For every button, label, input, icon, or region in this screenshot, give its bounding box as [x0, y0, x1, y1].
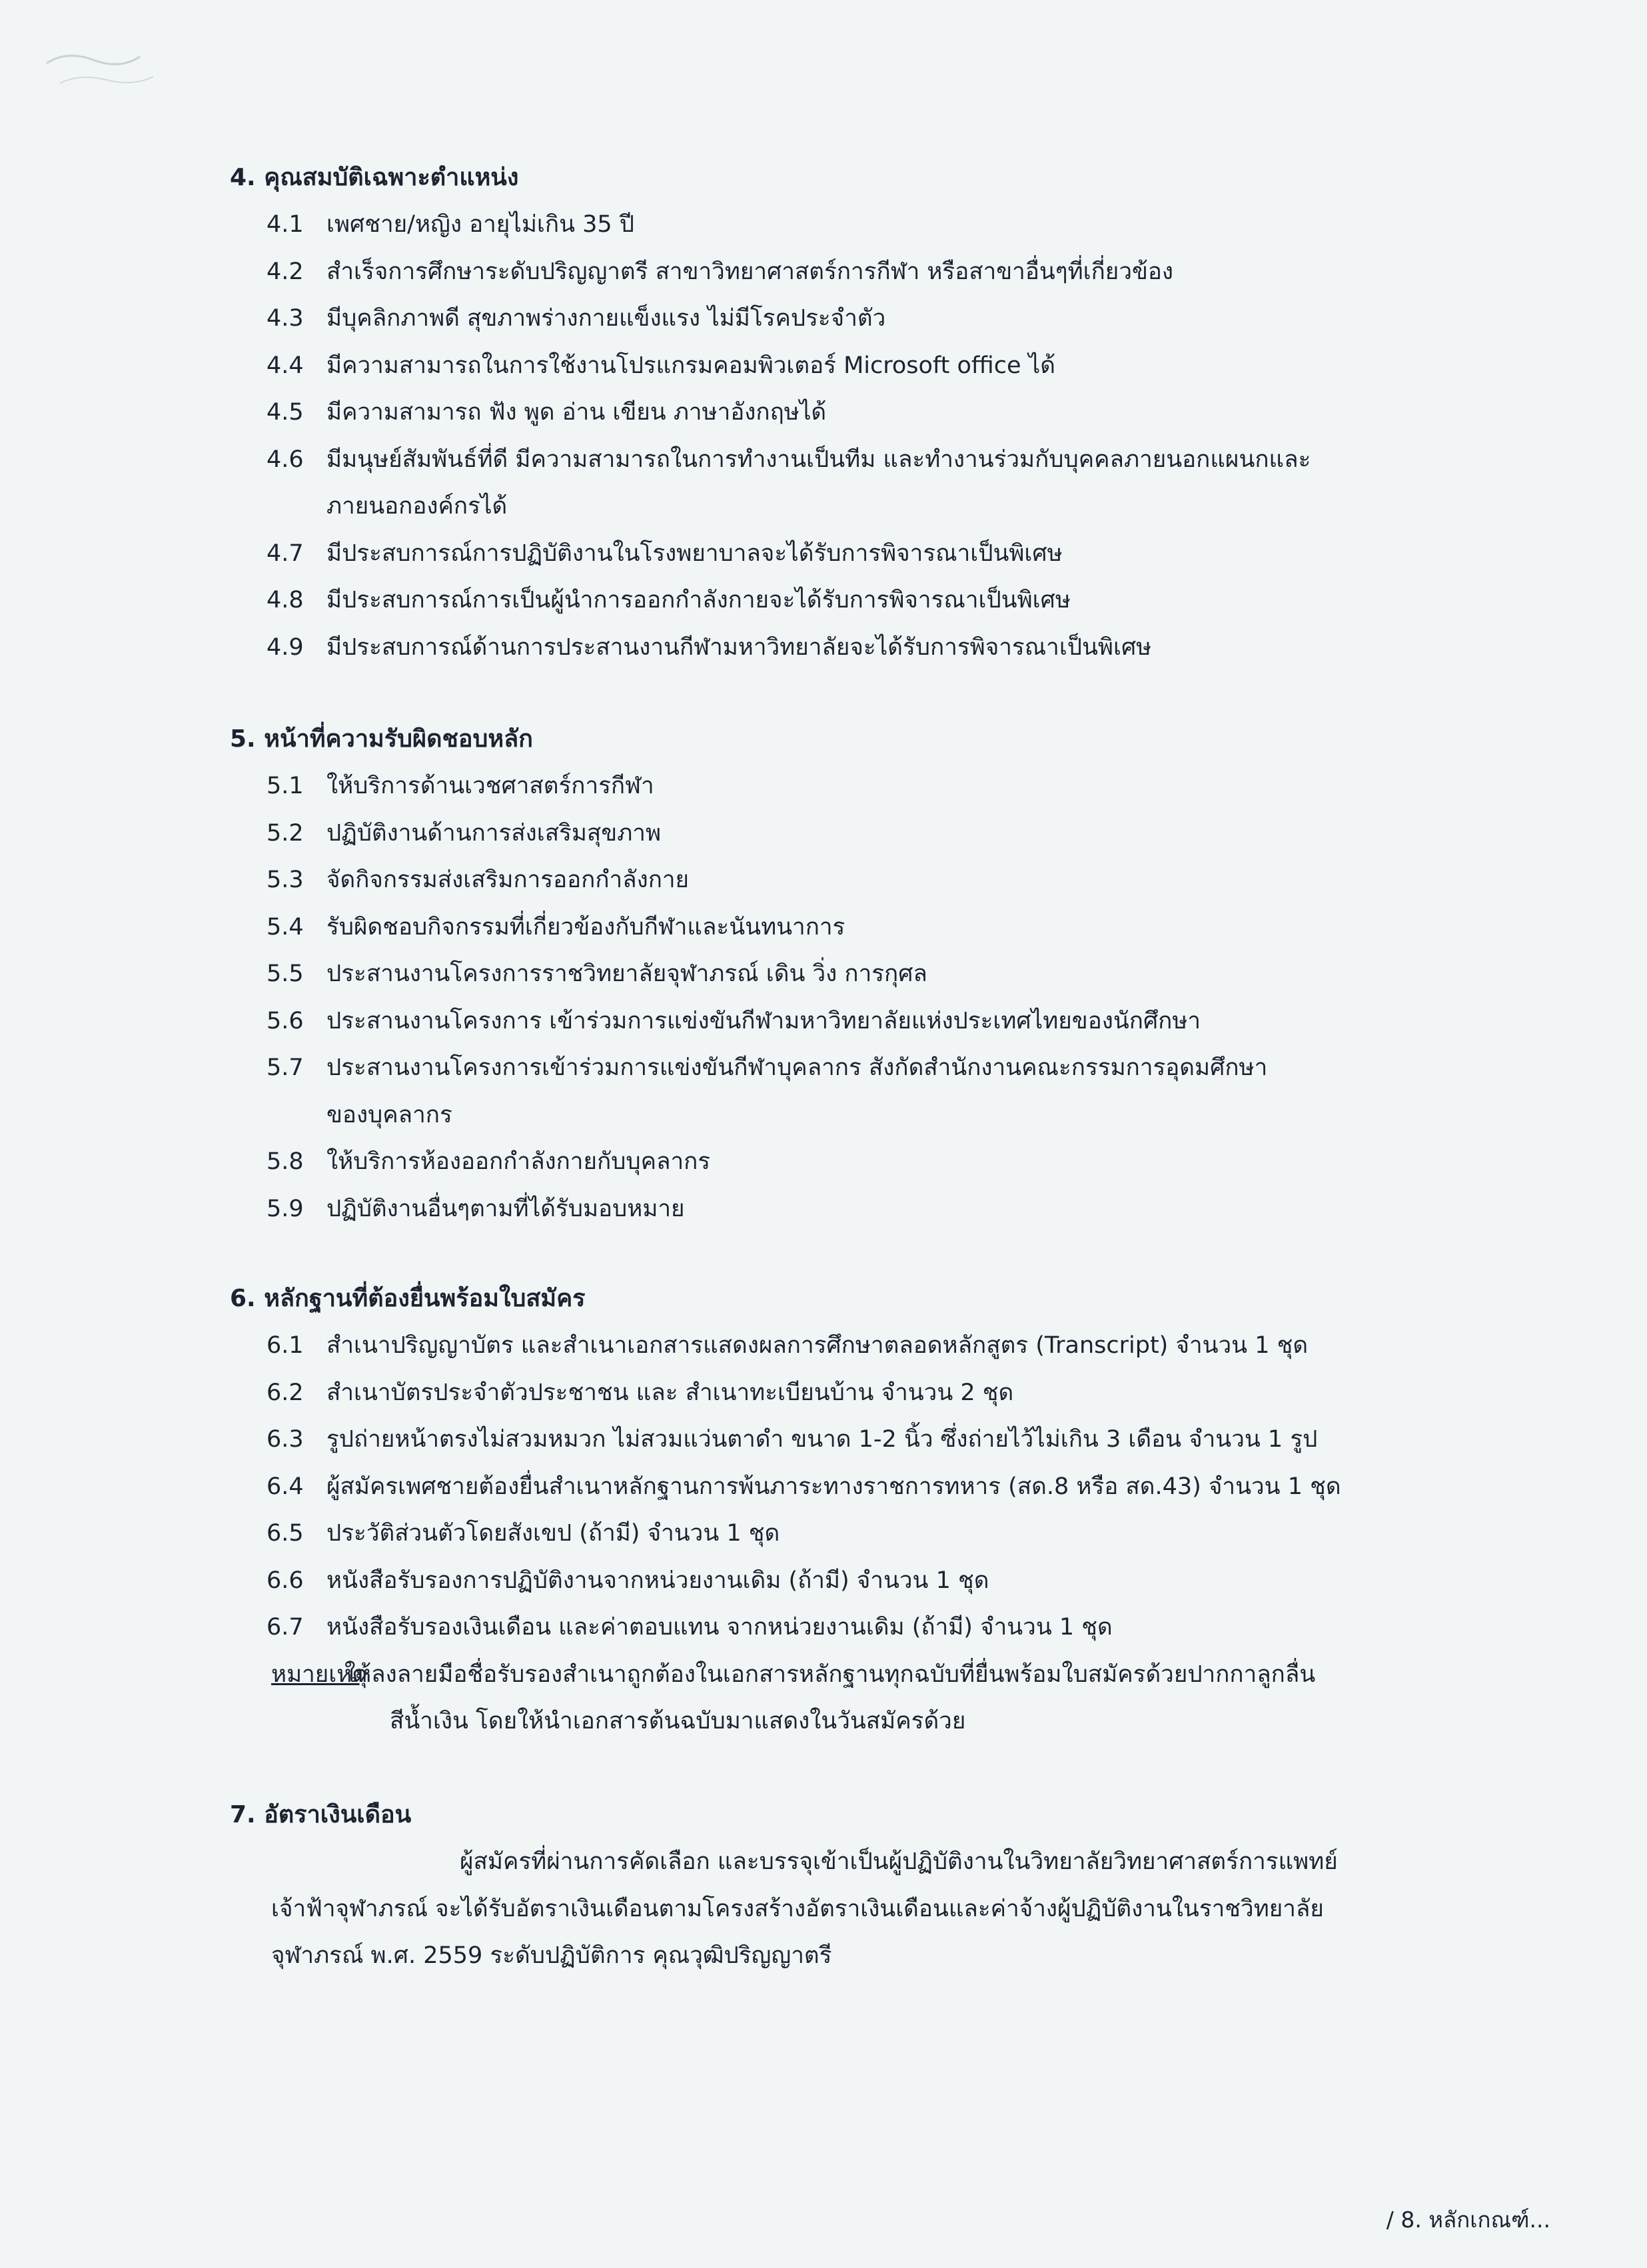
- item-number: 4.9: [267, 633, 304, 661]
- item-text: มีความสามารถในการใช้งานโปรแกรมคอมพิวเตอร์ Microsoft office ได้: [326, 352, 1055, 379]
- list-item: [230, 624, 1496, 671]
- section-7: [230, 1792, 1496, 1980]
- list-item: [230, 201, 1496, 248]
- item-text-continued: ภายนอกองค์กรได้: [326, 493, 508, 520]
- item-number: 4.1: [267, 211, 304, 238]
- paragraph-line: เจ้าฟ้าจุฬาภรณ์ จะได้รับอัตราเงินเดือนตามโครงสร้างอัตราเงินเดือนและค่าจ้างผู้ปฏิบัติงานในราชวิทยาลัย: [271, 1895, 1324, 1922]
- list-item: [230, 1044, 1496, 1138]
- item-text: ให้บริการด้านเวชศาสตร์การกีฬา: [326, 773, 654, 799]
- section-4-heading: 4. คุณสมบัติเฉพาะตำแหน่ง: [230, 164, 519, 191]
- list-item: [230, 1416, 1496, 1463]
- item-text: ปฏิบัติงานอื่นๆตามที่ได้รับมอบหมาย: [326, 1195, 685, 1222]
- item-number: 6.7: [267, 1614, 304, 1641]
- list-item: [230, 577, 1496, 624]
- list-item: [230, 904, 1496, 951]
- list-item: [230, 810, 1496, 857]
- section-6-list: [230, 1322, 1496, 1651]
- section-5-heading: 5. หน้าที่ความรับผิดชอบหลัก: [230, 725, 533, 753]
- item-number: 5.4: [267, 913, 304, 941]
- item-text: ประวัติส่วนตัวโดยสังเขป (ถ้ามี) จำนวน 1 ชุด: [326, 1520, 780, 1547]
- list-item: [230, 1510, 1496, 1557]
- paragraph-line: จุฬาภรณ์ พ.ศ. 2559 ระดับปฏิบัติการ คุณวุฒิปริญญาตรี: [271, 1942, 832, 1969]
- item-number: 4.5: [267, 399, 304, 426]
- item-number: 5.7: [267, 1054, 304, 1081]
- list-item: [230, 1604, 1496, 1651]
- item-text: ผู้สมัครเพศชายต้องยื่นสำเนาหลักฐานการพ้นภาระทางราชการทหาร (สด.8 หรือ สด.43) จำนวน 1 ชุด: [326, 1473, 1341, 1500]
- item-number: 5.8: [267, 1148, 304, 1175]
- remark-note: [230, 1651, 1496, 1745]
- remark-label: หมายเหตุ: [271, 1661, 368, 1688]
- item-number: 4.2: [267, 258, 304, 285]
- item-text: หนังสือรับรองการปฏิบัติงานจากหน่วยงานเดิม (ถ้ามี) จำนวน 1 ชุด: [326, 1567, 989, 1594]
- item-number: 5.2: [267, 819, 304, 847]
- section-4: [230, 155, 1496, 671]
- list-item: [230, 998, 1496, 1045]
- item-text: ให้บริการห้องออกกำลังกายกับบุคลากร: [326, 1148, 711, 1175]
- item-number: 4.3: [267, 305, 304, 332]
- item-text: หนังสือรับรองเงินเดือน และค่าตอบแทน จากหน่วยงานเดิม (ถ้ามี) จำนวน 1 ชุด: [326, 1614, 1113, 1641]
- item-text: มีประสบการณ์การปฏิบัติงานในโรงพยาบาลจะได้รับการพิจารณาเป็นพิเศษ: [326, 540, 1063, 567]
- item-text: สำเนาบัตรประจำตัวประชาชน และ สำเนาทะเบียนบ้าน จำนวน 2 ชุด: [326, 1379, 1014, 1406]
- salary-paragraph: [230, 1838, 1496, 1980]
- item-text-continued: ของบุคลากร: [326, 1101, 452, 1128]
- item-number: 5.9: [267, 1195, 304, 1222]
- list-item: [230, 763, 1496, 810]
- list-item: [230, 389, 1496, 436]
- item-number: 6.3: [267, 1426, 304, 1453]
- item-number: 5.1: [267, 773, 304, 799]
- item-number: 5.3: [267, 867, 304, 893]
- remark-text: ให้ลงลายมือชื่อรับรองสำเนาถูกต้องในเอกสารหลักฐานทุกฉบับที่ยื่นพร้อมใบสมัครด้วยปากกาลูกลื่น: [344, 1661, 1316, 1688]
- item-text: รับผิดชอบกิจกรรมที่เกี่ยวข้องกับกีฬาและนันทนาการ: [326, 913, 845, 941]
- section-6: [230, 1276, 1496, 1745]
- item-text: เพศชาย/หญิง อายุไม่เกิน 35 ปี: [326, 211, 635, 238]
- section-5: [230, 716, 1496, 1232]
- item-text: ประสานงานโครงการเข้าร่วมการแข่งขันกีฬาบุคลากร สังกัดสำนักงานคณะกรรมการอุดมศึกษา: [326, 1054, 1268, 1081]
- item-text: มีประสบการณ์การเป็นผู้นำการออกกำลังกายจะได้รับการพิจารณาเป็นพิเศษ: [326, 587, 1071, 613]
- item-number: 6.2: [267, 1379, 304, 1406]
- item-text: จัดกิจกรรมส่งเสริมการออกกำลังกาย: [326, 867, 690, 893]
- section-5-list: [230, 763, 1496, 1232]
- item-number: 6.5: [267, 1520, 304, 1547]
- list-item: [230, 295, 1496, 342]
- item-number: 4.4: [267, 352, 304, 379]
- list-item: [230, 1369, 1496, 1417]
- list-item: [230, 1322, 1496, 1369]
- paragraph-line: ผู้สมัครที่ผ่านการคัดเลือก และบรรจุเข้าเป็นผู้ปฏิบัติงานในวิทยาลัยวิทยาศาสตร์การแพทย์: [460, 1848, 1338, 1875]
- item-number: 5.5: [267, 960, 304, 987]
- list-item: [230, 342, 1496, 390]
- section-4-list: [230, 201, 1496, 671]
- list-item: [230, 248, 1496, 296]
- item-text: สำเนาปริญญาบัตร และสำเนาเอกสารแสดงผลการศึกษาตลอดหลักสูตร (Transcript) จำนวน 1 ชุด: [326, 1332, 1309, 1359]
- section-6-heading: 6. หลักฐานที่ต้องยื่นพร้อมใบสมัคร: [230, 1285, 586, 1312]
- item-text: สำเร็จการศึกษาระดับปริญญาตรี สาขาวิทยาศาสตร์การกีฬา หรือสาขาอื่นๆที่เกี่ยวข้อง: [326, 258, 1174, 285]
- item-text: รูปถ่ายหน้าตรงไม่สวมหมวก ไม่สวมแว่นตาดำ ขนาด 1-2 นิ้ว ซึ่งถ่ายไว้ไม่เกิน 3 เดือน จำนวน 1 รูป: [326, 1426, 1318, 1453]
- list-item: [230, 530, 1496, 577]
- item-text: ประสานงานโครงการราชวิทยาลัยจุฬาภรณ์ เดิน วิ่ง การกุศล: [326, 960, 927, 987]
- scan-smudge-mark: [40, 37, 160, 97]
- item-number: 4.8: [267, 587, 304, 613]
- item-number: 6.6: [267, 1567, 304, 1594]
- item-text: มีความสามารถ ฟัง พูด อ่าน เขียน ภาษาอังกฤษได้: [326, 399, 827, 426]
- list-item: [230, 1186, 1496, 1233]
- item-number: 5.6: [267, 1007, 304, 1034]
- list-item: [230, 1463, 1496, 1511]
- item-text: ประสานงานโครงการ เข้าร่วมการแข่งขันกีฬามหาวิทยาลัยแห่งประเทศไทยของนักศึกษา: [326, 1007, 1201, 1034]
- item-number: 6.4: [267, 1473, 304, 1500]
- item-text: ปฏิบัติงานด้านการส่งเสริมสุขภาพ: [326, 819, 662, 847]
- item-text: มีประสบการณ์ด้านการประสานงานกีฬามหาวิทยาลัยจะได้รับการพิจารณาเป็นพิเศษ: [326, 633, 1152, 661]
- list-item: [230, 436, 1496, 530]
- item-number: 4.7: [267, 540, 304, 567]
- list-item: [230, 1557, 1496, 1605]
- item-text: มีมนุษย์สัมพันธ์ที่ดี มีความสามารถในการทำงานเป็นทีม และทำงานร่วมกับบุคคลภายนอกแผนกและ: [326, 446, 1311, 473]
- remark-text-continued: สีน้ำเงิน โดยให้นำเอกสารต้นฉบับมาแสดงในวันสมัครด้วย: [390, 1708, 966, 1734]
- list-item: [230, 950, 1496, 998]
- item-number: 4.6: [267, 446, 304, 473]
- list-item: [230, 857, 1496, 904]
- item-text: มีบุคลิกภาพดี สุขภาพร่างกายแข็งแรง ไม่มีโรคประจำตัว: [326, 305, 886, 332]
- section-7-heading: 7. อัตราเงินเดือน: [230, 1801, 412, 1828]
- item-number: 6.1: [267, 1332, 304, 1359]
- page-continuation-marker: / 8. หลักเกณฑ์...: [1386, 2207, 1550, 2233]
- list-item: [230, 1138, 1496, 1186]
